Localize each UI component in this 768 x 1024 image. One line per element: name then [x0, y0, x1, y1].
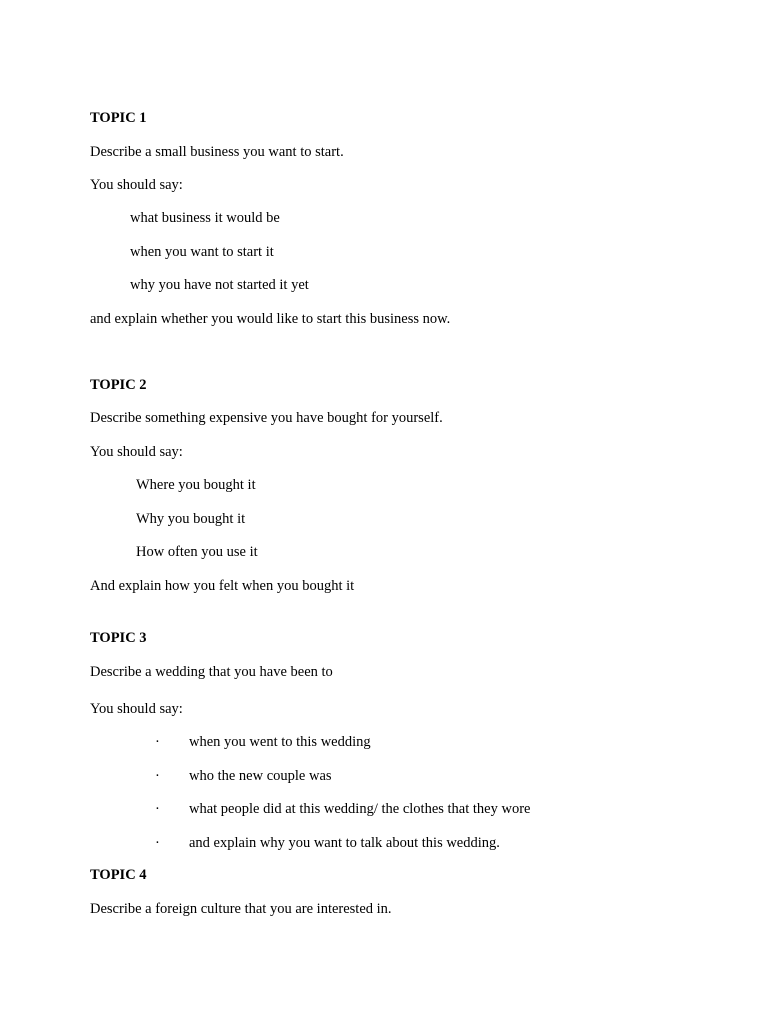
topic-2-point-3: How often you use it: [136, 544, 258, 560]
topic-4-prompt: Describe a foreign culture that you are interested in.: [90, 901, 392, 917]
topic-3-point-2: who the new couple was: [189, 768, 332, 784]
topic-2-closing: And explain how you felt when you bought it: [90, 578, 355, 594]
topic-1-point-2: when you want to start it: [130, 244, 274, 260]
topic-3-should-say: You should say:: [90, 701, 183, 717]
topic-3-heading: TOPIC 3: [90, 630, 147, 646]
topic-2-point-1: Where you bought it: [136, 477, 256, 493]
topic-1-prompt: Describe a small business you want to start.: [90, 144, 344, 160]
topic-3-point-3: what people did at this wedding/ the clothes that they wore: [189, 801, 531, 817]
topic-4-heading: TOPIC 4: [90, 867, 147, 883]
topic-2-prompt: Describe something expensive you have bought for yourself.: [90, 410, 443, 426]
topic-3-point-1: when you went to this wedding: [189, 734, 371, 750]
topic-3-point-4: and explain why you want to talk about this wedding.: [189, 835, 500, 851]
topic-2-heading: TOPIC 2: [90, 377, 147, 393]
bullet-dot: ·: [155, 734, 160, 750]
bullet-dot: ·: [155, 835, 160, 851]
bullet-dot: ·: [155, 768, 160, 784]
topic-3-prompt: Describe a wedding that you have been to: [90, 664, 333, 680]
topic-1-closing: and explain whether you would like to start this business now.: [90, 311, 451, 327]
topic-2-point-2: Why you bought it: [136, 511, 246, 527]
topic-1-point-1: what business it would be: [130, 210, 280, 226]
topic-1-heading: TOPIC 1: [90, 110, 147, 126]
bullet-dot: ·: [155, 801, 160, 817]
topic-1-should-say: You should say:: [90, 177, 183, 193]
topic-2-should-say: You should say:: [90, 444, 183, 460]
topic-1-point-3: why you have not started it yet: [130, 277, 309, 293]
